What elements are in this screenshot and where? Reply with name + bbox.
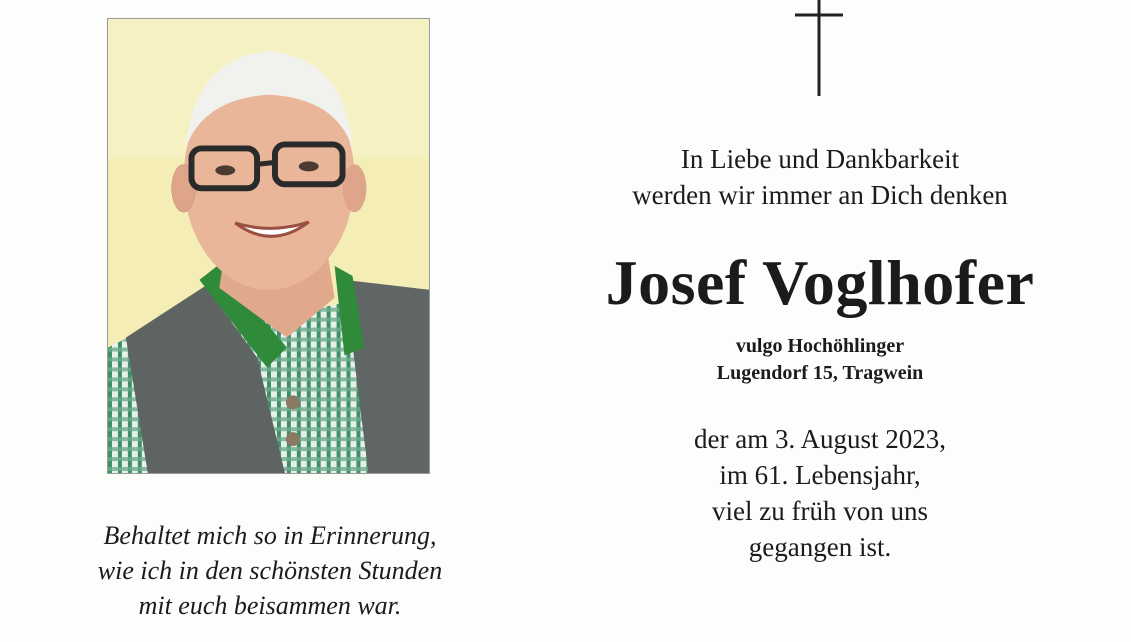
- alias-line: vulgo Hochöhlinger: [735, 335, 905, 357]
- quote-line: Behaltet mich so in Erinnerung,: [103, 521, 437, 550]
- death-line: im 61. Lebensjahr,: [719, 460, 921, 490]
- alias-address: [560, 333, 1080, 387]
- memorial-quote: [20, 518, 520, 623]
- death-line: gegangen ist.: [748, 532, 892, 562]
- address-line: Lugendorf 15, Tragwein: [716, 362, 924, 384]
- intro-line: In Liebe und Dankbarkeit: [680, 144, 960, 174]
- cross-icon: [795, 0, 843, 98]
- death-line: der am 3. August 2023,: [694, 424, 946, 454]
- quote-line: mit euch beisammen war.: [138, 591, 402, 620]
- quote-line: wie ich in den schönsten Stunden: [97, 556, 443, 585]
- death-notice: [560, 421, 1080, 565]
- deceased-name: Josef Voglhofer: [605, 247, 1035, 318]
- portrait-photo: [107, 18, 430, 474]
- intro-text: [560, 141, 1080, 213]
- death-line: viel zu früh von uns: [712, 496, 928, 526]
- intro-line: werden wir immer an Dich denken: [632, 180, 1008, 210]
